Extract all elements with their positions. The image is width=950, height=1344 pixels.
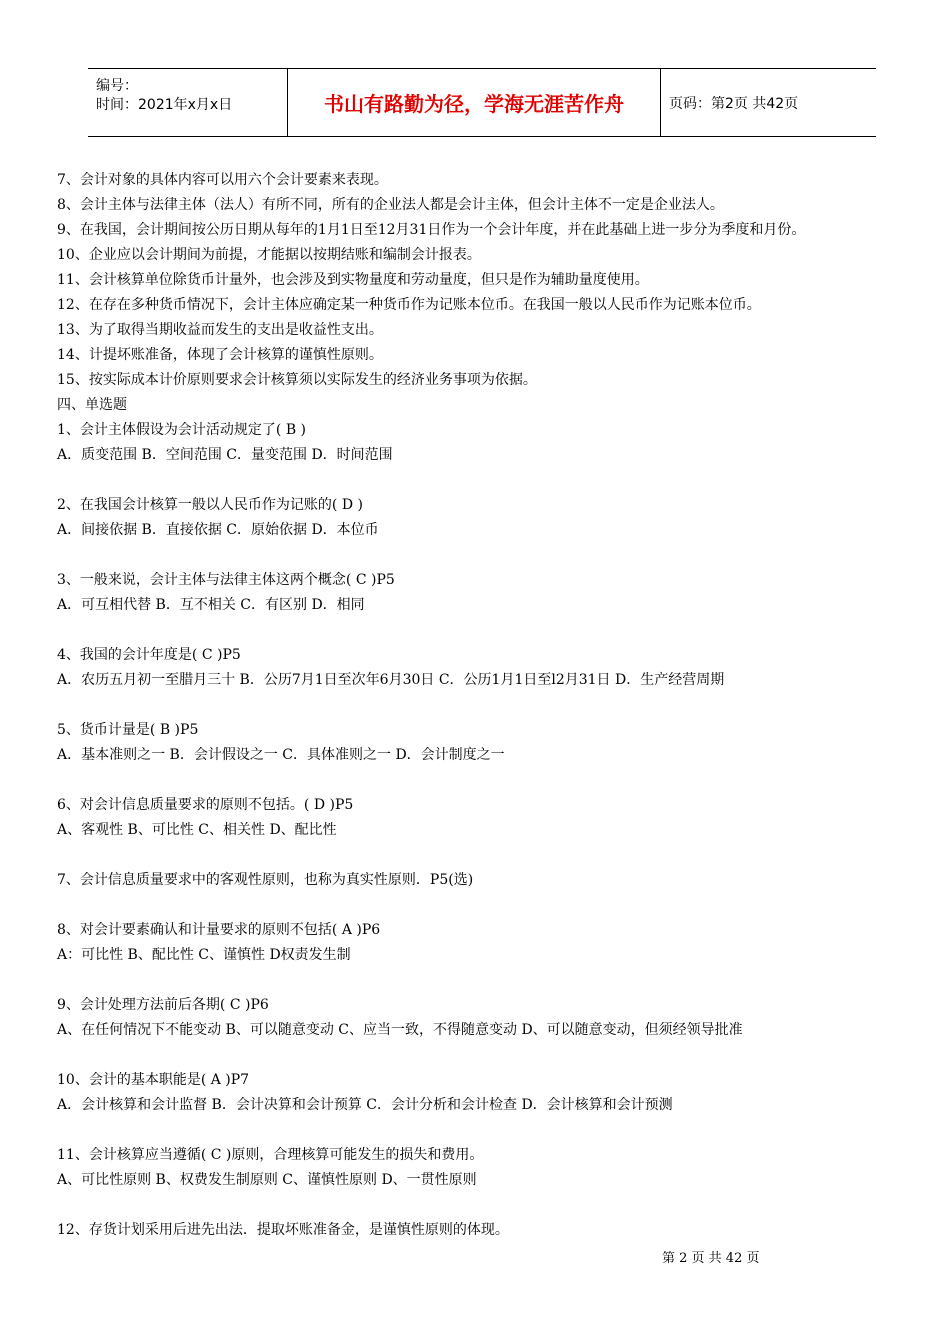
header-motto-cell <box>288 69 661 136</box>
question-options: A．基本准则之一 B．会计假设之一 C．具体准则之一 D．会计制度之一 <box>57 747 505 763</box>
question: 7、会计信息质量要求中的客观性原则，也称为真实性原则．P5(选) <box>57 872 474 888</box>
text-line: 12、在存在多种货币情况下，会计主体应确定某一种货币作为记账本位币。在我国一般以人民币作为记账本位币。 <box>57 297 761 313</box>
question: 2、在我国会计核算一般以人民币作为记账的( D ) <box>57 497 363 513</box>
question: 3、一般来说，会计主体与法律主体这两个概念( C )P5 <box>57 572 395 588</box>
motto: 书山有路勤为径，学海无涯苦作舟 <box>324 92 624 116</box>
question: 4、我国的会计年度是( C )P5 <box>57 647 241 663</box>
section-heading: 四、单选题 <box>57 397 127 413</box>
question: 6、对会计信息质量要求的原则不包括。( D )P5 <box>57 797 354 813</box>
question-options: A．质变范围 B．空间范围 C．量变范围 D．时间范围 <box>57 447 393 463</box>
text-line: 14、计提坏账准备，体现了会计核算的谨慎性原则。 <box>57 347 383 363</box>
number-label: 编号： <box>96 78 138 94</box>
question-options: A．会计核算和会计监督 B．会计决算和会计预算 C．会计分析和会计检查 D．会计核算和会计预测 <box>57 1097 673 1113</box>
question: 9、会计处理方法前后各期( C )P6 <box>57 997 269 1013</box>
text-line: 13、为了取得当期收益而发生的支出是收益性支出。 <box>57 322 383 338</box>
question-options: A：可比性 B、配比性 C、谨慎性 D权责发生制 <box>57 947 351 963</box>
question-options: A、客观性 B、可比性 C、相关性 D、配比性 <box>57 822 337 838</box>
page-info: 页码：第2页 共42页 <box>669 95 799 112</box>
text-line: 7、会计对象的具体内容可以用六个会计要素来表现。 <box>57 172 388 188</box>
question: 5、货币计量是( B )P5 <box>57 722 199 738</box>
question: 12、存货计划采用后进先出法．提取坏账准备金，是谨慎性原则的体现。 <box>57 1222 509 1238</box>
question-options: A．间接依据 B．直接依据 C．原始依据 D．本位币 <box>57 522 379 538</box>
question-options: A、可比性原则 B、权费发生制原则 C、谨慎性原则 D、一贯性原则 <box>57 1172 477 1188</box>
question-options: A、在任何情况下不能变动 B、可以随意变动 C、应当一致，不得随意变动 D、可以随意变动，但须经领导批准 <box>57 1022 743 1038</box>
text-line: 15、按实际成本计价原则要求会计核算须以实际发生的经济业务事项为依据。 <box>57 372 537 388</box>
header-page-cell <box>661 69 876 136</box>
page-header <box>88 68 876 137</box>
question: 10、会计的基本职能是( A )P7 <box>57 1072 250 1088</box>
question: 11、会计核算应当遵循( C )原则，合理核算可能发生的损失和费用。 <box>57 1147 484 1163</box>
question-options: A．可互相代替 B．互不相关 C．有区别 D．相同 <box>57 597 365 613</box>
text-line: 11、会计核算单位除货币计量外，也会涉及到实物量度和劳动量度，但只是作为辅助量度使用。 <box>57 272 649 288</box>
time-label: 时间：2021年x月x日 <box>96 97 233 113</box>
page-footer: 第 2 页 共 42 页 <box>662 1251 760 1266</box>
text-line: 9、在我国，会计期间按公历日期从每年的1月1日至12月31日作为一个会计年度，并在此基础上进一步分为季度和月份。 <box>57 222 806 238</box>
question: 8、对会计要素确认和计量要求的原则不包括( A )P6 <box>57 922 381 938</box>
question: 1、会计主体假设为会计活动规定了( B ) <box>57 422 307 438</box>
header-meta-cell <box>88 69 288 136</box>
text-line: 8、会计主体与法律主体（法人）有所不同，所有的企业法人都是会计主体，但会计主体不一定是企业法人。 <box>57 197 724 213</box>
question-options: A．农历五月初一至腊月三十 B．公历7月1日至次年6月30日 C．公历1月1日至l2月31日 D．生产经营周期 <box>57 672 725 688</box>
text-line: 10、企业应以会计期间为前提，才能据以按期结账和编制会计报表。 <box>57 247 481 263</box>
